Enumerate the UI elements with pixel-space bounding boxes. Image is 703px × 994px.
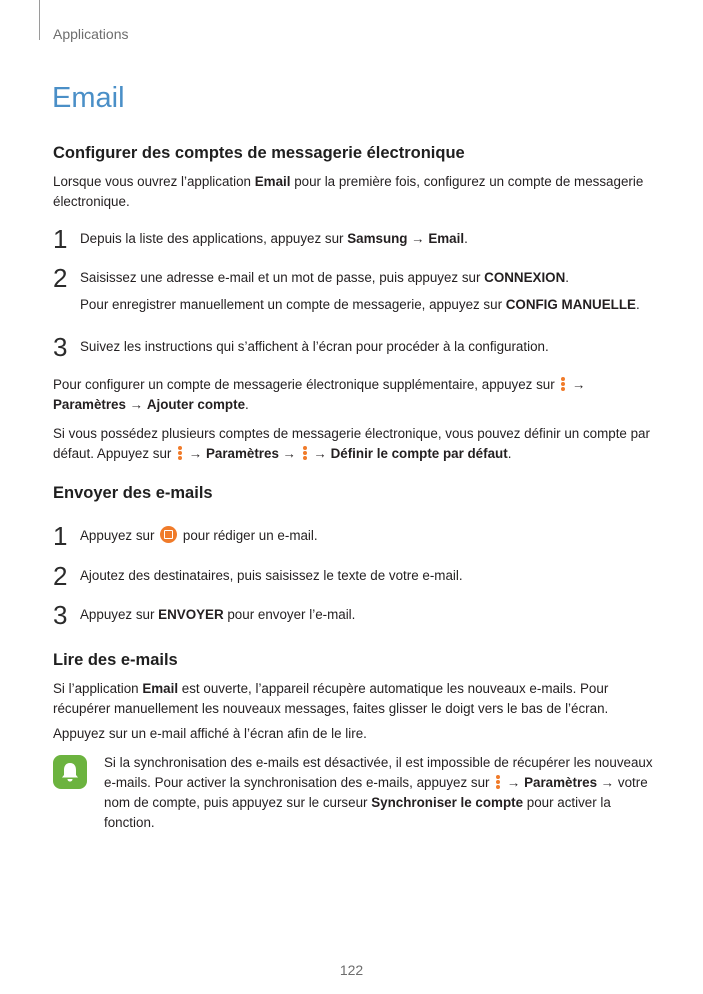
more-options-icon <box>177 446 183 460</box>
heading-read-emails: Lire des e-mails <box>53 651 178 669</box>
more-options-icon <box>302 446 308 460</box>
additional-account-paragraph: Pour configurer un compte de messagerie électronique supplémentaire, appuyez sur → Paramètres → Ajouter compte. <box>53 377 586 412</box>
step-number: 1 <box>53 224 68 254</box>
page-number: 122 <box>339 962 364 978</box>
setup-step-2-subnote: Pour enregistrer manuellement un compte de messagerie, appuyez sur CONFIG MANUELLE. <box>80 297 640 312</box>
intro-paragraph: Lorsque vous ouvrez l’application Email pour la première fois, configurez un compte de messagerie électronique. <box>53 174 644 209</box>
compose-icon <box>160 526 177 543</box>
section-label: Applications <box>53 26 129 42</box>
step-number: 3 <box>53 332 68 362</box>
sync-note: Si la synchronisation des e-mails est désactivée, il est impossible de récupérer les nouveaux e-mails. Pour activer la synchronisation des e-mails, appuyez sur → Paramètres → votre nom de compte, puis appuyez sur le curseur Synchroniser le compte pour activer la fonction. <box>104 755 653 830</box>
read-paragraph-1: Si l’application Email est ouverte, l’appareil récupère automatique les nouveaux e-mails. Pour récupérer manuellement les nouveaux messages, faites glisser le doigt vers le bas de l’écran. <box>53 681 609 716</box>
notification-bell-icon <box>53 755 87 789</box>
step-number: 1 <box>53 521 68 551</box>
heading-configure-accounts: Configurer des comptes de messagerie électronique <box>53 144 465 162</box>
heading-send-emails: Envoyer des e-mails <box>53 484 213 502</box>
step-number: 3 <box>53 600 68 630</box>
manual-page: Applications Email Configurer des comptes de messagerie électronique Lorsque vous ouvrez l’application Email pour la première fois, configurez un compte de messagerie électronique. 1 Depuis la liste des applications, appuyez sur Samsung → Email. 2 Saisissez une adresse e-mail et un mot de passe, puis appuyez sur CONNEXION. Pour enregistrer manuellement un compte de messagerie, appuyez sur CONFIG MANUELLE. 3 Suivez les instructions qui s’affichent à l’écran pour procéder à la configuration. Pour configurer un compte de messagerie électronique supplémentaire, appuyez sur → Paramètres → Ajouter compte. Si vous possédez plusieurs comptes de messagerie électronique, vous pouvez définir un compte par défaut. Appuyez sur → Paramètres → → Définir le compte par défaut. Envoyer des e-mails 1 Appuyez sur pour rédiger un e-mail. 2 Ajoutez des destinataires, puis saisissez le texte de votre e-mail. 3 Appuyez sur ENVOYER pour envoyer l’e-mail. Lire des e-mails Si l’application Email est ouverte, l’appareil récupère automatique les nouveaux e-mails. Pour récupérer manuellement les nouveaux messages, faites glisser le doigt vers le bas de l’écran. Appuyez sur un e-mail affiché à l’écran afin de le lire. Si la synchronisation des e-mails est désactivée, il est impossible de récupérer les nouveaux e-mails. Pour activer la synchronisation des e-mails, appuyez sur → Paramètres → votre nom de compte, puis appuyez sur le curseur Synchroniser le compte pour activer la fonction. 122 <box>0 0 703 994</box>
more-options-icon <box>495 775 501 789</box>
step-number: 2 <box>53 263 68 293</box>
read-paragraph-2: Appuyez sur un e-mail affiché à l’écran afin de le lire. <box>53 726 367 741</box>
step-number: 2 <box>53 561 68 591</box>
margin-rule <box>39 0 40 40</box>
more-options-icon <box>560 377 566 391</box>
page-title: Email <box>52 82 125 114</box>
default-account-paragraph: Si vous possédez plusieurs comptes de messagerie électronique, vous pouvez définir un compte par défaut. Appuyez sur → Paramètres → → Définir le compte par défaut. <box>53 426 650 461</box>
